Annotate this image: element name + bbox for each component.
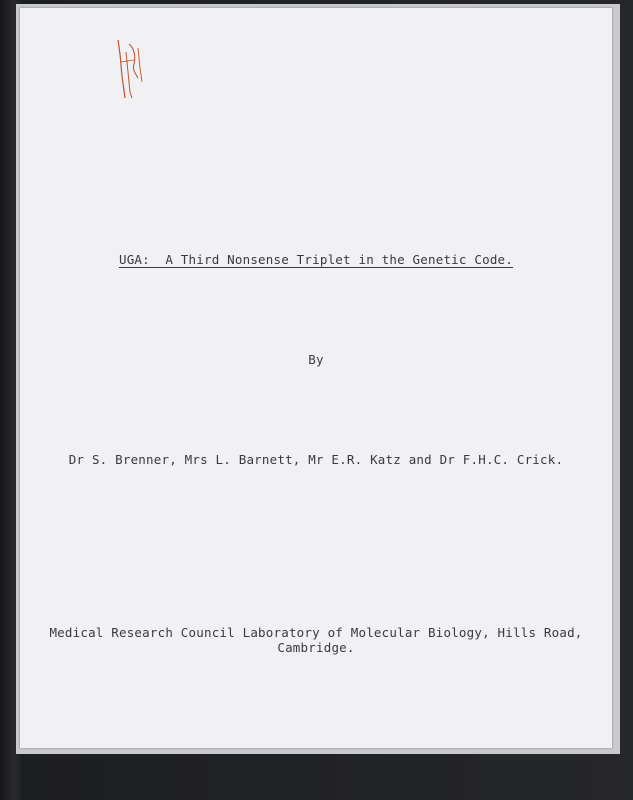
handwritten-annotation-mark xyxy=(112,34,152,104)
author-list: Dr S. Brenner, Mrs L. Barnett, Mr E.R. Katz and Dr F.H.C. Crick. xyxy=(68,452,564,467)
typescript-page xyxy=(20,8,612,748)
affiliation-line-2: Cambridge. xyxy=(277,640,355,655)
byline-label: By xyxy=(308,352,324,367)
document-title: UGA: A Third Nonsense Triplet in the Genetic Code. xyxy=(118,252,513,267)
affiliation-line-1: Medical Research Council Laboratory of Molecular Biology, Hills Road, xyxy=(49,625,583,640)
